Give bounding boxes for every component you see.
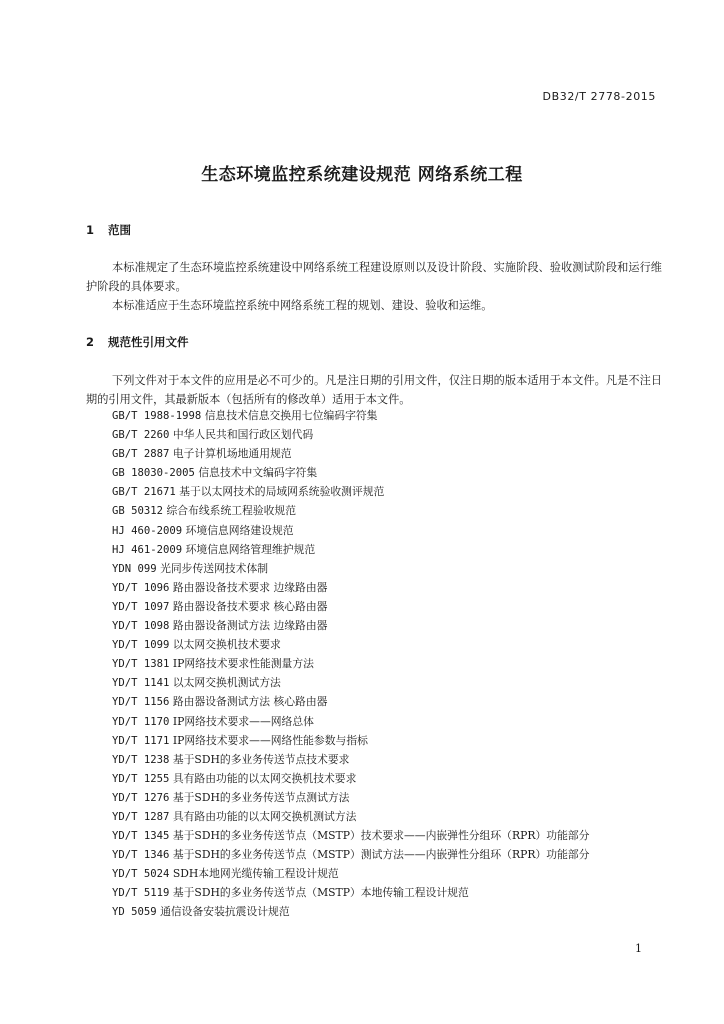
reference-title: 路由器设备测试方法 边缘路由器 (172, 619, 328, 633)
section-heading-normative-references (86, 334, 189, 350)
reference-item (112, 845, 589, 864)
reference-code: GB/T 2260 (112, 429, 170, 442)
reference-title: 基于以太网技术的局域网系统验收测评规范 (179, 485, 385, 499)
reference-title: IP网络技术要求性能测量方法 (172, 657, 314, 671)
reference-code: YD/T 1238 (112, 753, 170, 766)
reference-title: 具有路由功能的以太网交换机测试方法 (172, 809, 357, 823)
reference-code: YD/T 1345 (112, 830, 170, 843)
reference-title: 基于SDH的多业务传送节点测试方法 (172, 790, 350, 804)
reference-title: 基于SDH的多业务传送节点技术要求 (172, 752, 350, 766)
reference-code: YD/T 1276 (112, 791, 170, 804)
section-number: 2 (86, 335, 95, 349)
reference-code: YD/T 1255 (112, 772, 170, 785)
reference-item (112, 444, 589, 463)
reference-code: HJ 461-2009 (112, 543, 183, 556)
reference-title: 环境信息网络建设规范 (185, 523, 294, 537)
reference-title: 信息技术中文编码字符集 (198, 466, 318, 480)
document-title: 生态环境监控系统建设规范 网络系统工程 (201, 165, 523, 185)
reference-list (112, 406, 589, 922)
reference-code: GB 18030-2005 (112, 467, 195, 480)
reference-item (112, 807, 589, 826)
reference-item (112, 712, 589, 731)
reference-code: YD/T 1170 (112, 715, 170, 728)
reference-title: 光同步传送网技术体制 (160, 561, 269, 575)
reference-code: YD/T 1156 (112, 696, 170, 709)
reference-item (112, 883, 589, 902)
reference-item (112, 425, 589, 444)
reference-title: 信息技术信息交换用七位编码字符集 (204, 409, 378, 422)
reference-item (112, 559, 589, 578)
reference-item (112, 635, 589, 654)
section-number: 1 (86, 223, 95, 237)
reference-code: GB 50312 (112, 505, 164, 518)
scope-paragraph-1: 本标准规定了生态环境监控系统建设中网络系统工程建设原则以及设计阶段、实施阶段、验收测试阶段和运行维护阶段的具体要求。 (86, 261, 662, 293)
reference-title: IP网络技术要求——网络性能参数与指标 (172, 733, 368, 747)
reference-item (112, 597, 589, 616)
section-title: 范围 (108, 223, 131, 237)
reference-item (112, 731, 589, 750)
reference-item (112, 692, 589, 711)
reference-item (112, 864, 589, 883)
reference-title: 中华人民共和国行政区划代码 (172, 428, 314, 442)
reference-title: 综合布线系统工程验收规范 (166, 504, 297, 518)
reference-item (112, 406, 589, 425)
reference-title: 以太网交换机测试方法 (172, 676, 281, 690)
reference-item (112, 482, 589, 501)
scope-paragraph-2: 本标准适应于生态环境监控系统中网络系统工程的规划、建设、验收和运维。 (112, 299, 493, 312)
reference-title: 具有路由功能的以太网交换机技术要求 (172, 771, 357, 785)
reference-code: YD/T 1098 (112, 620, 170, 633)
reference-item (112, 616, 589, 635)
reference-title: 路由器设备技术要求 边缘路由器 (172, 580, 328, 594)
reference-code: YD 5059 (112, 906, 157, 919)
section-title: 规范性引用文件 (108, 335, 189, 349)
reference-item (112, 826, 589, 845)
reference-code: YD/T 5024 (112, 868, 170, 881)
reference-item (112, 501, 589, 520)
reference-code: YD/T 1097 (112, 600, 170, 613)
reference-title: 基于SDH的多业务传送节点（MSTP）测试方法——内嵌弹性分组环（RPR）功能部分 (172, 848, 590, 862)
reference-code: YD/T 1381 (112, 658, 170, 671)
reference-code: YD/T 1096 (112, 581, 170, 594)
reference-code: YD/T 1141 (112, 677, 170, 690)
reference-item (112, 578, 589, 597)
reference-title: 路由器设备技术要求 核心路由器 (172, 599, 328, 613)
references-intro-paragraph: 下列文件对于本文件的应用是必不可少的。凡是注日期的引用文件，仅注日期的版本适用于本文件。凡是不注日期的引用文件，其最新版本（包括所有的修改单）适用于本文件。 (86, 374, 662, 406)
reference-item (112, 750, 589, 769)
reference-title: 路由器设备测试方法 核心路由器 (172, 695, 328, 709)
reference-title: 电子计算机场地通用规范 (172, 447, 292, 461)
reference-item (112, 902, 589, 921)
reference-title: 环境信息网络管理维护规范 (185, 542, 316, 556)
page-number: 1 (635, 942, 642, 955)
reference-title: SDH本地网光缆传输工程设计规范 (172, 867, 339, 881)
reference-code: YD/T 5119 (112, 887, 170, 900)
reference-item (112, 654, 589, 673)
reference-code: GB/T 1988-1998 (112, 410, 202, 422)
reference-title: 基于SDH的多业务传送节点（MSTP）技术要求——内嵌弹性分组环（RPR）功能部分 (172, 829, 590, 843)
reference-code: YD/T 1171 (112, 734, 170, 747)
standard-code: DB32/T 2778-2015 (542, 90, 656, 103)
reference-item (112, 540, 589, 559)
section-heading-scope (86, 222, 131, 238)
reference-title: 以太网交换机技术要求 (172, 638, 281, 652)
reference-item (112, 673, 589, 692)
reference-code: HJ 460-2009 (112, 524, 183, 537)
reference-code: YD/T 1099 (112, 639, 170, 652)
reference-code: YDN 099 (112, 562, 157, 575)
reference-code: YD/T 1287 (112, 810, 170, 823)
reference-title: 通信设备安装抗震设计规范 (160, 905, 290, 919)
reference-item (112, 769, 589, 788)
reference-title: 基于SDH的多业务传送节点（MSTP）本地传输工程设计规范 (172, 886, 469, 900)
reference-item (112, 521, 589, 540)
reference-code: GB/T 21671 (112, 486, 176, 499)
reference-item (112, 463, 589, 482)
reference-item (112, 788, 589, 807)
reference-title: IP网络技术要求——网络总体 (172, 714, 314, 728)
reference-code: YD/T 1346 (112, 849, 170, 862)
reference-code: GB/T 2887 (112, 448, 170, 461)
